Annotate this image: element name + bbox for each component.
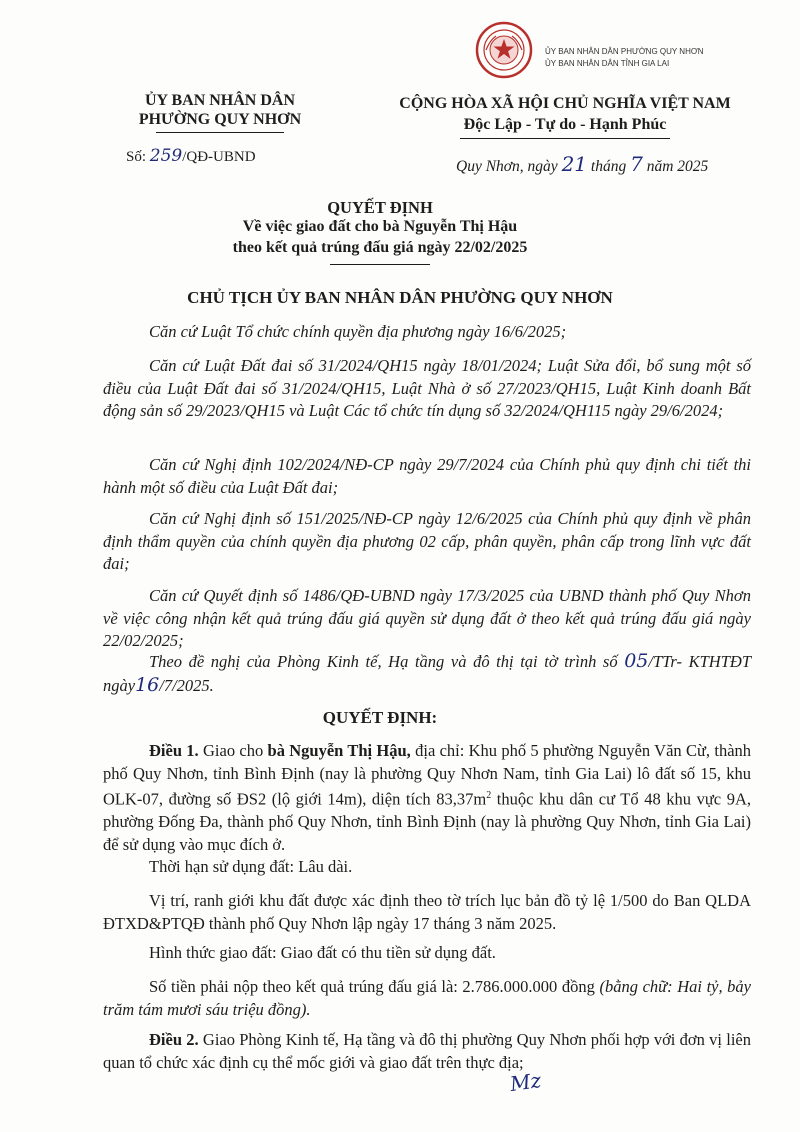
document-date: Quy Nhơn, ngày 21 tháng 7 năm 2025: [456, 152, 709, 176]
legal-basis-2: Căn cứ Luật Đất đai số 31/2024/QH15 ngày 18/01/2024; Luật Sửa đổi, bổ sung một số điều của Luật Đất đai số 31/2024/QH15, Luật Nhà ở số 27/2023/QH15, Luật Kinh doanh Bất động sản số 29/2023/QH15 và Luật Các tổ chức tín dụng số 32/2024/QH115 ngày 29/6/2024;: [103, 356, 751, 420]
document-number: Số: 259/QĐ-UBND: [126, 146, 256, 166]
allocation-form: Hình thức giao đất: Giao đất có thu tiền sử dụng đất.: [149, 943, 496, 962]
initials-signature: Mz: [508, 1067, 543, 1097]
document-title: QUYẾT ĐỊNH: [327, 198, 433, 217]
legal-basis-5: Căn cứ Quyết định số 1486/QĐ-UBND ngày 17/3/2025 của UBND thành phố Quy Nhơn về việc công nhận kết quả trúng đấu giá quyền sử dụng đất ở theo kết quả trúng đấu giá ngày 22/02/2025;: [103, 586, 751, 650]
recipient-name: bà Nguyễn Thị Hậu,: [267, 741, 411, 760]
land-use-term: Thời hạn sử dụng đất: Lâu dài.: [149, 857, 353, 876]
legal-basis-1: Căn cứ Luật Tổ chức chính quyền địa phương ngày 16/6/2025;: [149, 322, 567, 341]
document-number-handwritten: 259: [149, 146, 183, 166]
legal-basis-4: Căn cứ Nghị định số 151/2025/NĐ-CP ngày 12/6/2025 của Chính phủ quy định về phân định thẩm quyền của chính quyền địa phương 02 cấp, phân quyền, phân cấp trong lĩnh vực đất đai;: [103, 509, 751, 573]
land-location: Vị trí, ranh giới khu đất được xác định theo tờ trích lục bản đồ tỷ lệ 1/500 do Ban QLDA ĐTXD&PTQĐ thành phố Quy Nhơn lập ngày 17 tháng 3 năm 2025.: [103, 891, 751, 933]
issuing-authority: CHỦ TỊCH ỦY BAN NHÂN DÂN PHƯỜNG QUY NHƠN: [187, 288, 613, 307]
proposal-number-handwritten: 05: [624, 650, 649, 672]
org-name-line-1: ỦY BAN NHÂN DÂN: [144, 92, 296, 109]
proposal-basis: Theo đề nghị của Phòng Kinh tế, Hạ tầng và đô thị tại tờ trình số 05/TTr- KTHTĐT ngày16/7/2025.: [103, 650, 751, 696]
national-emblem-icon: [474, 20, 534, 80]
nation-title: CỘNG HÒA XÃ HỘI CHỦ NGHĨA VIỆT NAM: [399, 95, 731, 112]
article-1: Điều 1. Giao cho bà Nguyễn Thị Hậu, địa chỉ: Khu phố 5 phường Nguyễn Văn Cừ, thành phố Quy Nhơn, tỉnh Bình Định (nay là phường Quy Nhơn Nam, tỉnh Gia Lai) lô đất số 15, khu OLK-07, đường số ĐS2 (lộ giới 14m), diện tích $83,37m^2$ thuộc khu dân cư Tổ 48 khu vực 9A, phường Đống Đa, thành phố Quy Nhơn, tỉnh Bình Định (nay là phường Quy Nhơn, tỉnh Gia Lai) để sử dụng vào mục đích ở.: [103, 741, 752, 854]
article-2-label: Điều 2.: [149, 1030, 199, 1049]
article-1-label: Điều 1.: [149, 741, 199, 760]
legal-basis-3: Căn cứ Nghị định 102/2024/NĐ-CP ngày 29/7/2024 của Chính phủ quy định chi tiết thi hành một số điều của Luật Đất đai;: [103, 455, 751, 497]
document-subject-line-2: theo kết quả trúng đấu giá ngày 22/02/2025: [232, 239, 528, 256]
motto: Độc Lập - Tự do - Hạnh Phúc: [463, 116, 667, 133]
motto-underline: [460, 138, 670, 139]
date-day-handwritten: 21: [561, 152, 588, 176]
article-2: Điều 2. Giao Phòng Kinh tế, Hạ tầng và đô thị phường Quy Nhơn phối hợp với đơn vị liên quan tổ chức xác định cụ thể mốc giới và giao đất trên thực địa;: [103, 1030, 751, 1072]
payment-amount: Số tiền phải nộp theo kết quả trúng đấu giá là: 2.786.000.000 đồng (bằng chữ: Hai tỷ, bảy trăm tám mươi sáu triệu đồng).: [103, 977, 752, 1019]
org-underline: [156, 132, 284, 133]
document-subject-line-1: Về việc giao đất cho bà Nguyễn Thị Hậu: [242, 218, 518, 235]
proposal-day-handwritten: 16: [135, 673, 160, 696]
title-underline: [330, 264, 430, 265]
org-name-line-2: PHƯỜNG QUY NHƠN: [138, 111, 302, 128]
stamp-line-1: ỦY BAN NHÂN DÂN PHƯỜNG QUY NHƠN: [545, 47, 704, 56]
decision-heading: QUYẾT ĐỊNH:: [322, 708, 438, 727]
stamp-line-2: ỦY BAN NHÂN DÂN TỈNH GIA LAI: [545, 59, 670, 68]
date-month-handwritten: 7: [630, 152, 643, 176]
